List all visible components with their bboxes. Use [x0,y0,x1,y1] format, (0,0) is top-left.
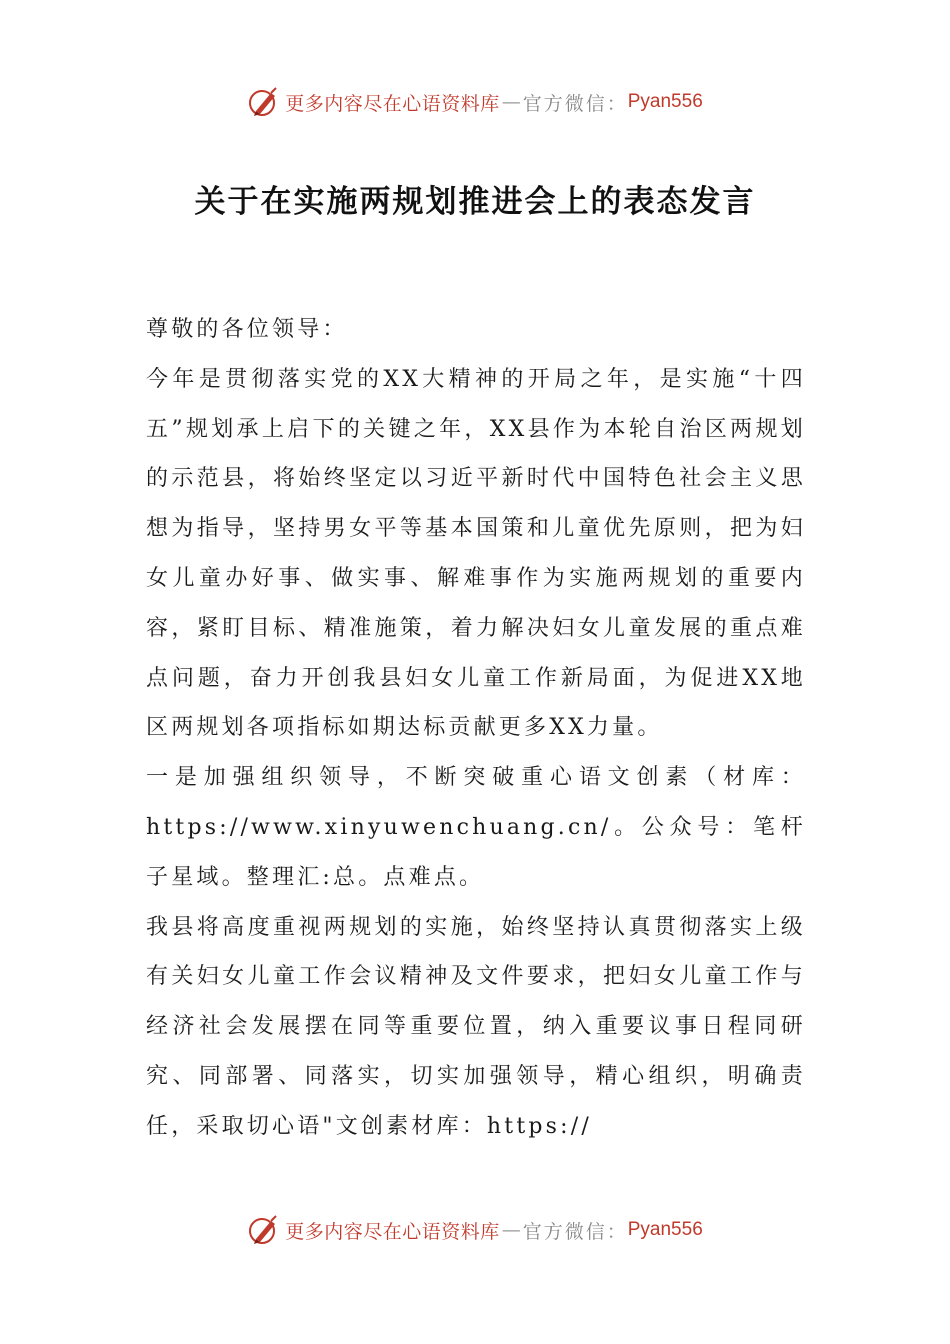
document-title: 关于在实施两规划推进会上的表态发言 [194,184,756,220]
document-body [146,305,806,1152]
banner-slogan: 更多内容尽在心语资料库 [285,1220,500,1243]
paragraph-intro: 今年是贯彻落实党的XX大精神的开局之年，是实施“十四五”规划承上启下的关键之年，XX县作为本轮自治区两规划的示范县，将始终坚定以习近平新时代中国特色社会主义思想为指导，坚持男女平等基本国策和儿童优先原则，把为妇女儿童办好事、做实事、解难事作为实施两规划的重要内容，紧盯目标、精准施策，着力解决妇女儿童发展的重点难点问题，奋力开创我县妇女儿童工作新局面，为促进XX地区两规划各项指标如期达标贡献更多XX力量。 [146,366,806,741]
header-banner [0,82,950,122]
banner-separator: — [501,91,521,113]
banner-separator: — [501,1219,521,1241]
banner-wechat-id: Pyan556 [627,91,703,112]
paragraph-point-one: 一是加强组织领导，不断突破重心语文创素（材库：https://www.xinyuwenchuang.cn/。公众号：笔杆子星域。整理汇:总。点难点。 [146,765,806,890]
paragraph-salutation: 尊敬的各位领导： [146,317,348,342]
banner-official-label: 官方微信： [522,1220,628,1243]
footer-banner [0,1210,950,1250]
pen-nib-icon [247,1213,281,1247]
banner-slogan: 更多内容尽在心语资料库 [285,92,500,115]
pen-nib-icon [247,85,281,119]
banner-official-label: 官方微信： [522,92,628,115]
paragraph-point-one-detail: 我县将高度重视两规划的实施，始终坚持认真贯彻落实上级有关妇女儿童工作会议精神及文件要求，把妇女儿童工作与经济社会发展摆在同等重要位置，纳入重要议事日程同研究、同部署、同落实，切实加强领导，精心组织，明确责任，采取切心语"文创素材库：https:// [146,914,806,1139]
banner-wechat-id: Pyan556 [627,1219,703,1240]
